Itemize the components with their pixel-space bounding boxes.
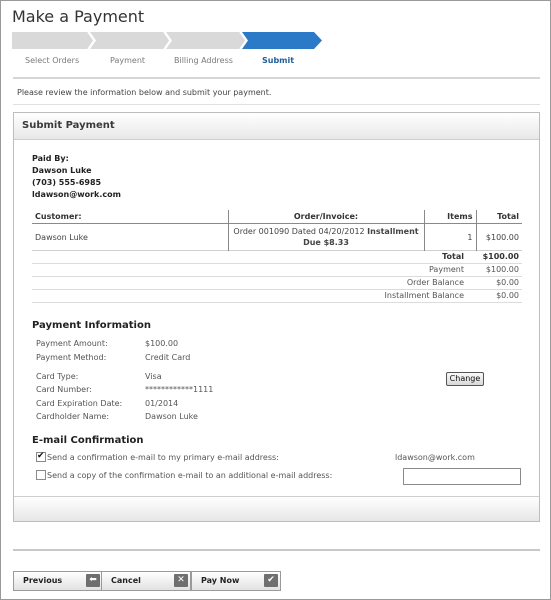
- arrow-left-icon: ⬅: [86, 574, 100, 587]
- summary-total-value: $100.00: [482, 252, 519, 261]
- cardholder-name-label: Cardholder Name:: [36, 412, 110, 421]
- additional-email-checkbox[interactable]: [36, 470, 46, 480]
- progress-steps: [12, 32, 324, 49]
- row-total: $100.00: [485, 232, 519, 242]
- card-expiration-label: Card Expiration Date:: [36, 399, 123, 408]
- payment-amount-value: $100.00: [145, 339, 179, 348]
- summary-total-row: [32, 251, 522, 264]
- summary-installment-balance-label: Installment Balance: [384, 291, 464, 300]
- card-number-value: ************1111: [145, 385, 214, 394]
- card-number-label: Card Number:: [36, 385, 92, 394]
- summary-total-label: Total: [442, 252, 464, 261]
- card-type-label: Card Type:: [36, 372, 79, 381]
- summary-order-balance-row: [32, 277, 522, 290]
- summary-payment-label: Payment: [428, 265, 464, 274]
- summary-installment-balance-value: $0.00: [496, 291, 519, 300]
- cardholder-name-value: Dawson Luke: [145, 412, 198, 421]
- pay-now-button-label: Pay Now: [201, 576, 240, 585]
- step-bar-billing-address: [166, 32, 246, 49]
- row-order-invoice: [228, 224, 424, 251]
- submit-payment-panel: [13, 112, 540, 522]
- summary-order-balance-value: $0.00: [496, 278, 519, 287]
- paid-by-name: Dawson Luke: [32, 166, 92, 175]
- step-bar-select-orders: [12, 32, 94, 49]
- step-labels: [12, 56, 322, 68]
- orders-header-row: [32, 210, 522, 224]
- intro-text: Please review the information below and submit your payment.: [17, 88, 272, 97]
- step-select-orders: Select Orders: [25, 56, 80, 65]
- step-payment: Payment: [110, 56, 146, 65]
- paid-by-phone: (703) 555-6985: [32, 178, 102, 187]
- panel-title: Submit Payment: [22, 120, 115, 131]
- col-order-invoice: Order/Invoice:: [228, 210, 424, 224]
- change-card-button[interactable]: Change: [446, 372, 484, 386]
- paid-by-block: [32, 153, 121, 201]
- col-customer: Customer:: [32, 210, 228, 224]
- summary-installment-balance-row: [32, 290, 522, 303]
- header-divider: [13, 77, 540, 79]
- row-installment-due: Installment Due $8.33: [303, 227, 419, 247]
- step-billing-address: Billing Address: [174, 56, 233, 65]
- panel-header: [14, 113, 539, 140]
- row-items: 1: [424, 224, 476, 251]
- summary-order-balance-label: Order Balance: [406, 278, 464, 287]
- cancel-button-label: Cancel: [111, 576, 141, 585]
- pay-now-button[interactable]: [191, 571, 281, 591]
- primary-email-label: Send a confirmation e-mail to my primary e-mail address:: [47, 453, 279, 462]
- summary-payment-row: [32, 264, 522, 277]
- previous-button[interactable]: [13, 571, 103, 591]
- paid-by-email: ldawson@work.com: [32, 190, 121, 199]
- card-expiration-value: 01/2014: [145, 399, 179, 408]
- row-order-text: Order 001090 Dated 04/20/2012: [233, 227, 365, 236]
- row-customer: Dawson Luke: [32, 224, 228, 251]
- paid-by-label: Paid By:: [32, 154, 69, 163]
- payment-information-title: Payment Information: [32, 320, 151, 331]
- intro-divider: [13, 104, 540, 105]
- payment-amount-label: Payment Amount:: [36, 339, 108, 348]
- additional-email-input[interactable]: [403, 468, 521, 485]
- additional-email-label: Send a copy of the confirmation e-mail to an additional e-mail address:: [47, 471, 333, 480]
- col-items: Items: [424, 210, 476, 224]
- cancel-button[interactable]: [101, 571, 191, 591]
- orders-table: [32, 210, 522, 251]
- check-icon: ✔: [264, 574, 278, 587]
- step-submit: Submit: [262, 56, 295, 65]
- step-bar-submit: [242, 32, 322, 49]
- payment-method-label: Payment Method:: [36, 353, 107, 362]
- page-title: Make a Payment: [12, 7, 145, 26]
- table-row: [32, 224, 522, 251]
- card-type-value: Visa: [145, 372, 162, 381]
- close-icon: ✕: [174, 574, 188, 587]
- primary-email-address: ldawson@work.com: [395, 453, 475, 462]
- summary-payment-value: $100.00: [485, 265, 519, 274]
- col-total: Total: [476, 210, 522, 224]
- panel-footer: [14, 496, 539, 521]
- payment-method-value: Credit Card: [145, 353, 191, 362]
- primary-email-checkbox[interactable]: [36, 452, 46, 462]
- step-bar-payment: [90, 32, 170, 49]
- email-confirmation-title: E-mail Confirmation: [32, 435, 144, 446]
- footer-divider: [13, 549, 540, 551]
- previous-button-label: Previous: [23, 576, 63, 585]
